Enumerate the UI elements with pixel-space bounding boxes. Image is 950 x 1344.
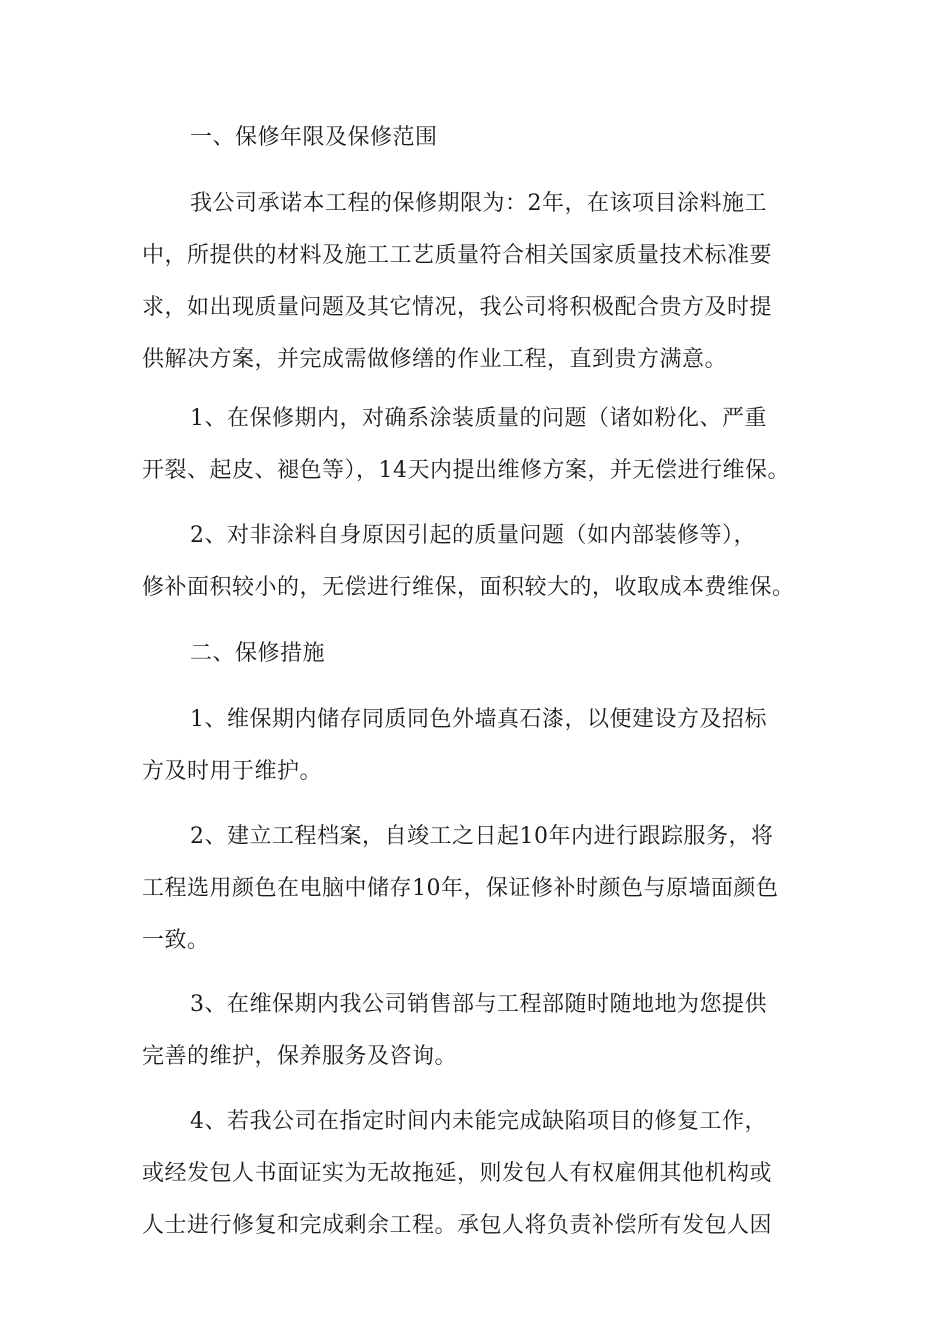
- text-line: 供解决方案，并完成需做修缮的作业工程，直到贵方满意。: [142, 347, 728, 372]
- text-line: 方及时用于维护。: [142, 759, 323, 784]
- heading-line: 一、保修年限及保修范围: [190, 125, 438, 150]
- text-line: 工程选用颜色在电脑中储存10年，保证修补时颜色与原墙面颜色: [142, 876, 779, 901]
- paragraph-measure-1: [142, 694, 822, 798]
- paragraph-measure-3: [142, 979, 822, 1083]
- heading-line: 二、保修措施: [190, 641, 326, 666]
- text-line: 3、在维保期内我公司销售部与工程部随时随地地为您提供: [190, 992, 767, 1017]
- paragraph-measure-4: [142, 1096, 822, 1252]
- text-line: 开裂、起皮、褪色等），14天内提出维修方案，并无偿进行维保。: [142, 458, 790, 483]
- text-line: 我公司承诺本工程的保修期限为：2年，在该项目涂料施工: [190, 191, 767, 216]
- text-line: 一致。: [142, 928, 210, 953]
- section-heading-warranty-scope: [142, 112, 822, 164]
- text-line: 2、建立工程档案，自竣工之日起10年内进行跟踪服务，将: [190, 824, 774, 849]
- text-line: 2、对非涂料自身原因引起的质量问题（如内部装修等），: [190, 523, 756, 548]
- text-line: 修补面积较小的，无偿进行维保，面积较大的，收取成本费维保。: [142, 575, 795, 600]
- text-line: 或经发包人书面证实为无故拖延，则发包人有权雇佣其他机构或: [142, 1161, 773, 1186]
- text-line: 1、维保期内储存同质同色外墙真石漆，以便建设方及招标: [190, 707, 767, 732]
- paragraph-item-1-coating-quality: [142, 393, 822, 497]
- text-line: 4、若我公司在指定时间内未能完成缺陷项目的修复工作，: [190, 1109, 767, 1134]
- section-heading-warranty-measures: [142, 628, 822, 680]
- paragraph-warranty-period: [142, 178, 822, 386]
- text-line: 人士进行修复和完成剩余工程。承包人将负责补偿所有发包人因: [142, 1213, 773, 1238]
- text-line: 完善的维护，保养服务及咨询。: [142, 1044, 458, 1069]
- text-line: 1、在保修期内，对确系涂装质量的问题（诸如粉化、严重: [190, 406, 767, 431]
- paragraph-item-2-non-coating-issues: [142, 510, 822, 614]
- text-line: 求，如出现质量问题及其它情况，我公司将积极配合贵方及时提: [142, 295, 773, 320]
- text-line: 中，所提供的材料及施工工艺质量符合相关国家质量技术标准要: [142, 243, 773, 268]
- paragraph-measure-2: [142, 811, 822, 967]
